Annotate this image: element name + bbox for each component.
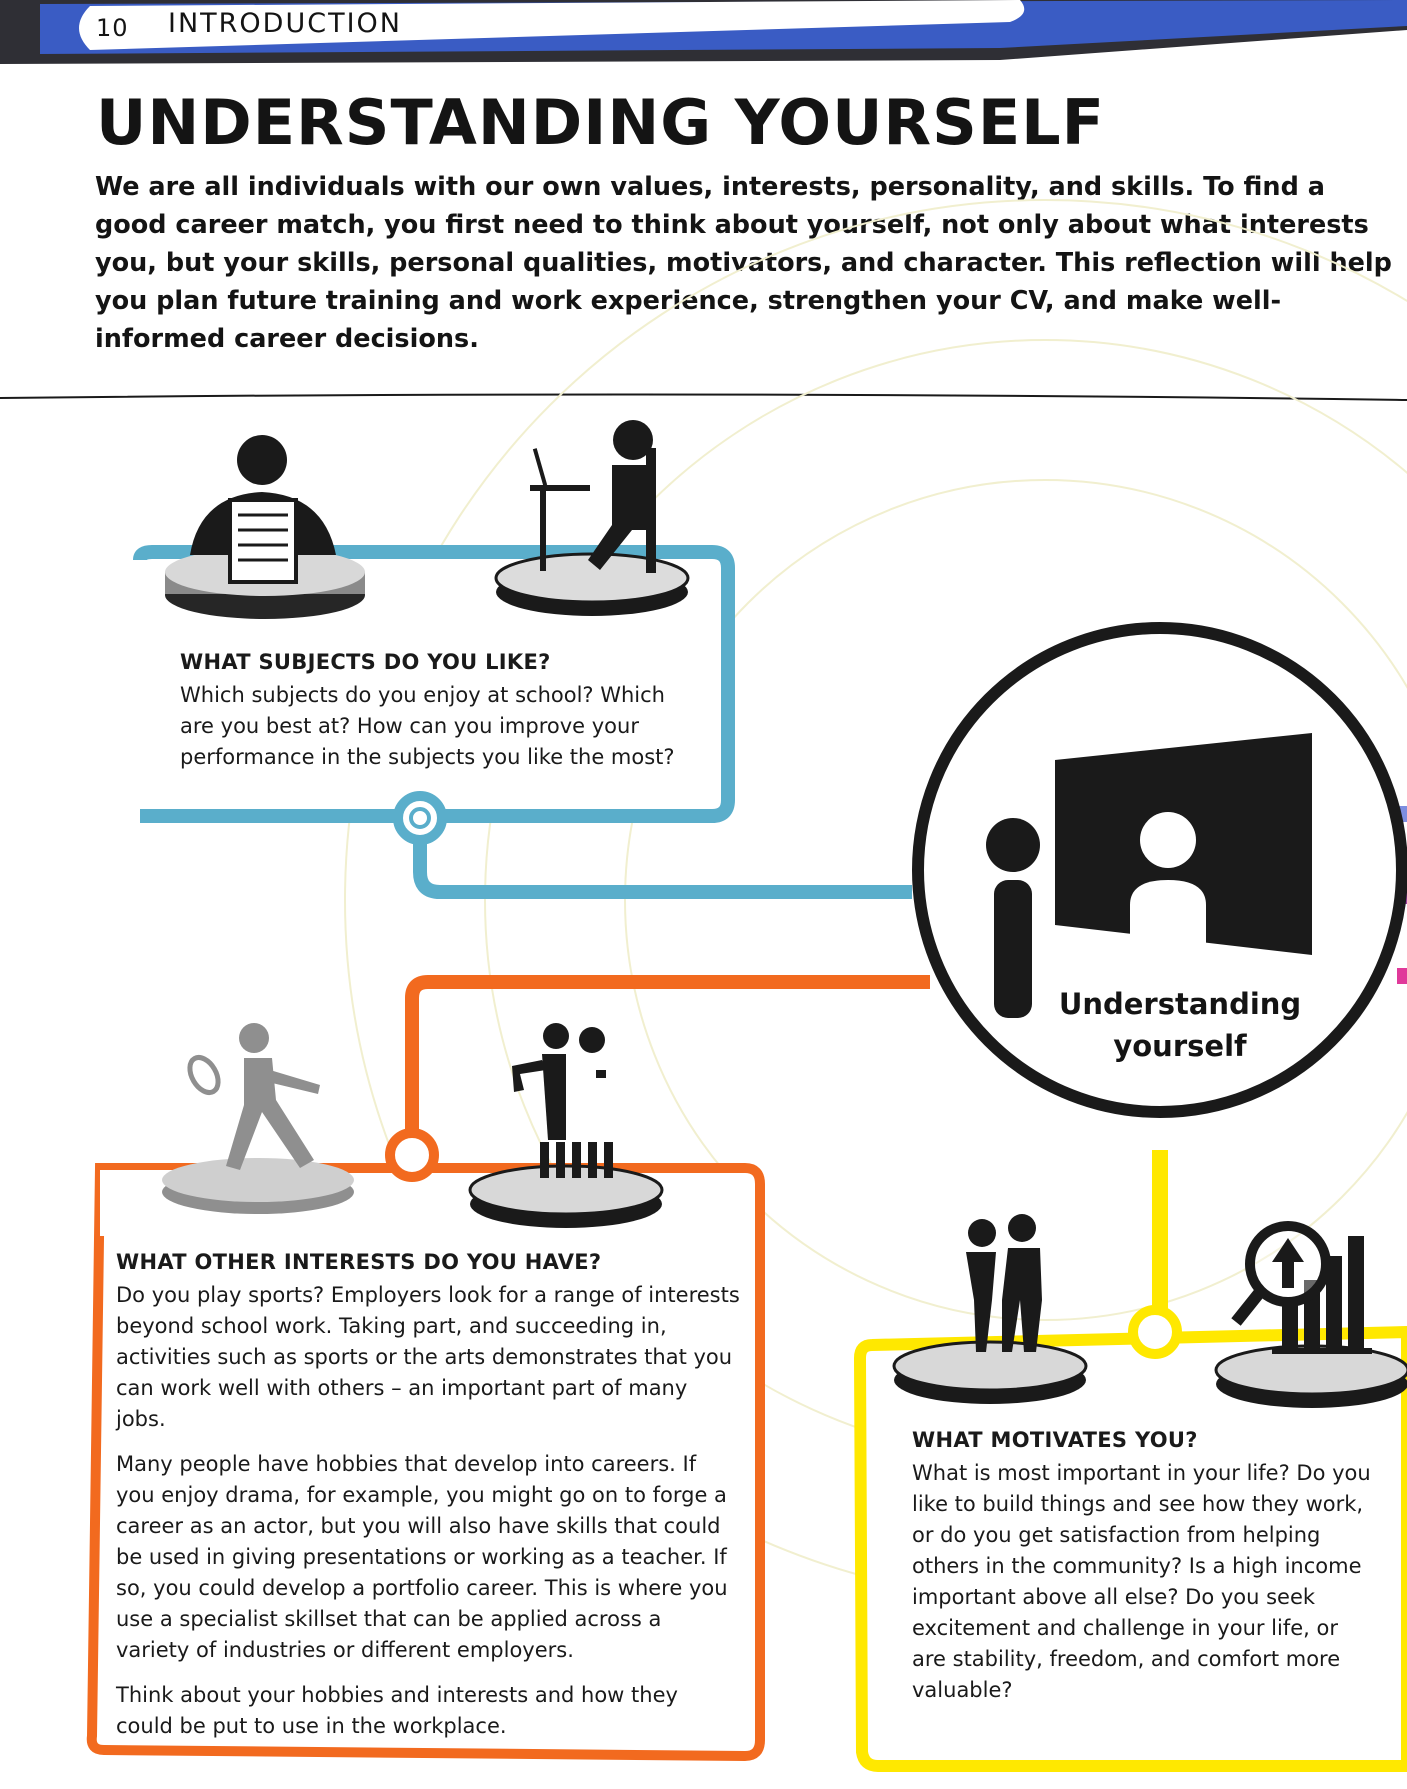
motivates-card xyxy=(912,1428,1372,1720)
interests-card xyxy=(116,1250,741,1756)
intro-paragraph: We are all individuals with our own values, interests, personality, and skills. To find a good career match, you first need to think about yourself, not only about what interests you, but your skills, personal qualities, motivators, and character. This reflection will help you plan future training and work experience, strengthen your CV, and make well-informed career decisions. xyxy=(95,172,1392,354)
interests-heading: WHAT OTHER INTERESTS DO YOU HAVE? xyxy=(116,1250,602,1274)
reading-person-icon xyxy=(165,435,365,619)
dancing-couple-icon xyxy=(470,1023,662,1228)
interests-paragraph-1: Do you play sports? Employers look for a range of interests beyond school work. Taking part, and succeeding in, activities such as sports or the arts demonstrates that you can work well with others – an important part of many jobs. xyxy=(116,1283,740,1431)
interests-paragraph-2: Many people have hobbies that develop into careers. If you enjoy drama, for example, you might go on to forge a career as an actor, but you will also have skills that could be used in giving presentations or working as a teacher. If so, you could develop a portfolio career. This is where you use a specialist skillset that can be applied across a variety of industries or different employers. xyxy=(116,1452,728,1662)
center-label-line1: Understanding xyxy=(1058,987,1302,1021)
two-people-talking-icon xyxy=(894,1214,1086,1404)
motivates-heading: WHAT MOTIVATES YOU? xyxy=(912,1428,1198,1452)
subjects-card xyxy=(180,650,700,787)
center-label-line2: yourself xyxy=(1113,1029,1247,1063)
interests-paragraph-3: Think about your hobbies and interests and how they could be put to use in the workplace. xyxy=(116,1683,678,1738)
subjects-body: Which subjects do you enjoy at school? Which are you best at? How can you improve your performance in the subjects you like the most? xyxy=(180,683,675,769)
subjects-heading: WHAT SUBJECTS DO YOU LIKE? xyxy=(180,650,551,674)
running-head: INTRODUCTION xyxy=(168,8,402,39)
page-title: UNDERSTANDING YOURSELF xyxy=(96,86,1106,159)
tennis-player-icon xyxy=(162,1023,354,1214)
magnifier-growth-chart-icon xyxy=(1216,1226,1407,1408)
motivates-body: What is most important in your life? Do you like to build things and see how they work, or do you get satisfaction from helping others in the community? Is a high income important above all else? Do you seek excitement and challenge in your life, or are stability, freedom, and comfort more valuable? xyxy=(912,1461,1371,1702)
page-number: 10 xyxy=(96,14,129,42)
center-label xyxy=(1040,983,1320,1067)
person-at-desk-icon xyxy=(496,420,688,616)
